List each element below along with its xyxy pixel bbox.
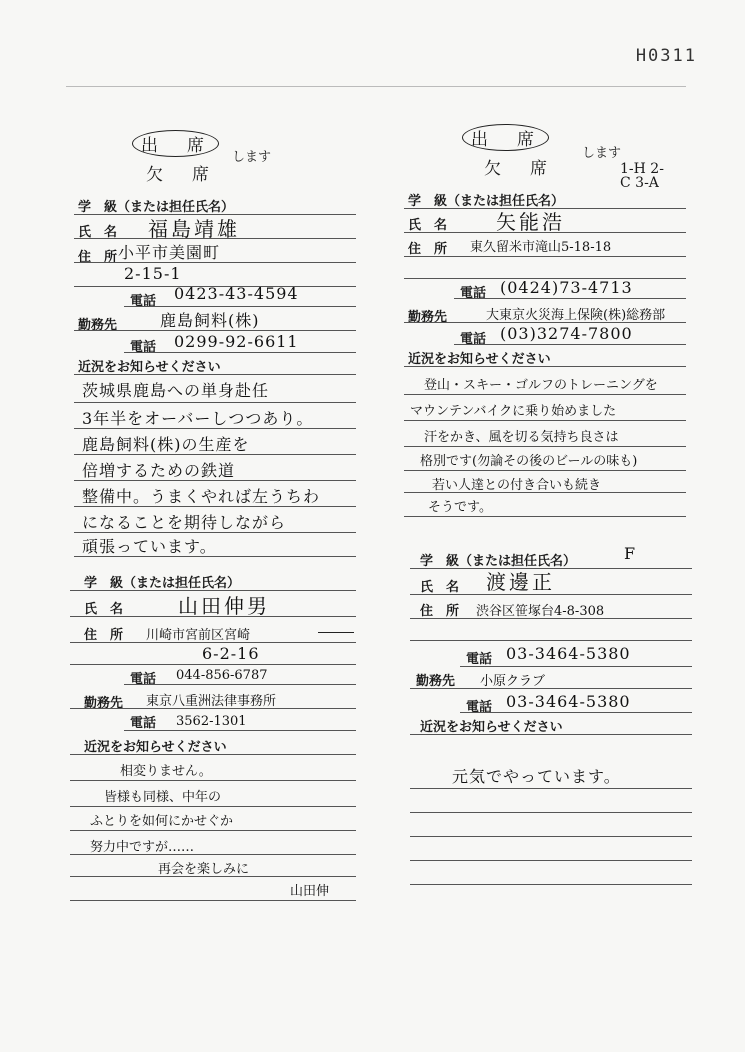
news-label: 近況をお知らせください: [408, 352, 551, 367]
grade-label: 学 級（または担任氏名）: [420, 554, 577, 569]
news-label: 近況をお知らせください: [84, 740, 227, 755]
work-value: 小原クラブ: [480, 674, 546, 689]
news-line-1: [70, 780, 356, 781]
news-line-1: [404, 394, 686, 395]
news-text-5: 再会を楽しみに: [158, 862, 250, 877]
news-line-2: [404, 420, 686, 421]
work-phone-value: (03)3274-7800: [500, 324, 633, 343]
news-text-5: 若い人達との付き合いも続き: [432, 478, 602, 493]
news-text-1: 茨城県鹿島への単身赴任: [82, 381, 270, 400]
news-text-3: 汗をかき、風を切る気持ち良さは: [424, 430, 619, 445]
address-label: 住 所: [420, 604, 460, 619]
absent-option: 欠 席: [146, 165, 215, 185]
class-note: 1-H 2-C 3-A: [620, 161, 664, 191]
work-line: [410, 688, 692, 689]
news-line-0: [74, 374, 356, 375]
work-label: 勤務先: [408, 310, 448, 325]
news-line-0: [410, 734, 692, 735]
work-phone-line: [454, 344, 686, 345]
address-line-1: [70, 642, 356, 643]
news-text-2: 3年半をオーバーしつつあり。: [82, 409, 314, 428]
news-line-5: [70, 876, 356, 877]
news-text-3: 鹿島飼料(株)の生産を: [82, 435, 250, 454]
news-line-5: [410, 884, 692, 885]
name-value: 矢能浩: [496, 210, 565, 234]
news-line-1: [410, 788, 692, 789]
news-label: 近況をお知らせください: [78, 360, 221, 375]
news-text-2: マウンテンバイクに乗り始めました: [410, 404, 617, 419]
news-line-6: [74, 532, 356, 533]
address-line-1: [404, 256, 686, 257]
address-line-2: [70, 664, 356, 665]
news-line-3: [74, 454, 356, 455]
news-text-1: 登山・スキー・ゴルフのトレーニングを: [424, 378, 658, 393]
address-value: 渋谷区笹塚台4-8-308: [476, 604, 605, 619]
news-line-4: [404, 470, 686, 471]
news-line-5: [404, 492, 686, 493]
news-text-4: 努力中ですが……: [90, 840, 195, 855]
news-line-4: [70, 854, 356, 855]
address-value-2: 2-15-1: [124, 264, 182, 283]
address-line-1: [410, 618, 692, 619]
address-value-1: 小平市美園町: [118, 243, 221, 262]
work-label: 勤務先: [84, 696, 124, 711]
news-line-3: [70, 830, 356, 831]
grade-label: 学 級（または担任氏名）: [78, 200, 235, 215]
news-text-6: になることを期待しながら: [82, 513, 287, 532]
address-line-1: [74, 262, 356, 263]
news-line-4: [74, 480, 356, 481]
name-label: 氏 名: [84, 602, 124, 617]
news-line-4: [410, 860, 692, 861]
suru-label: します: [582, 146, 622, 161]
attend-option: [132, 130, 219, 157]
news-text-3: ふとりを如何にかせぐか: [90, 814, 234, 829]
work-line: [74, 330, 356, 331]
grade-label: 学 級（または担任氏名）: [84, 576, 241, 591]
work-phone-label: 電話: [460, 332, 487, 347]
grade-label: 学 級（または担任氏名）: [408, 194, 565, 209]
news-line-0: [404, 366, 686, 367]
news-line-2: [74, 428, 356, 429]
address-value: 東久留米市滝山5-18-18: [470, 240, 612, 255]
news-line-6: [404, 516, 686, 517]
work-phone-line: [460, 712, 692, 713]
phone-line: [124, 306, 356, 307]
name-label: 氏 名: [420, 580, 460, 595]
name-value: 山田伸男: [178, 594, 270, 618]
work-phone-value: 03-3464-5380: [506, 692, 631, 711]
top-divider: [66, 86, 686, 87]
news-line-1: [74, 402, 356, 403]
phone-value: (0424)73-4713: [500, 278, 633, 297]
signature: 山田伸: [290, 884, 330, 899]
work-value: 大東京火災海上保険(株)総務部: [486, 308, 666, 323]
phone-line: [454, 298, 686, 299]
news-text-5: 整備中。うまくやれば左うちわ: [82, 487, 321, 506]
document-id: H0311: [635, 46, 697, 66]
grade-value: F: [624, 544, 637, 563]
phone-line: [124, 684, 356, 685]
phone-label: 電話: [466, 652, 493, 667]
news-line-3: [404, 446, 686, 447]
news-text-6: そうです。: [428, 500, 492, 515]
address-label: 住 所: [78, 250, 118, 265]
work-label: 勤務先: [416, 674, 456, 689]
news-line-2: [410, 812, 692, 813]
name-label: 氏 名: [408, 218, 448, 233]
address-value-2: 6-2-16: [202, 644, 260, 663]
news-line-3: [410, 836, 692, 837]
news-line-0: [70, 754, 356, 755]
name-label: 氏 名: [78, 225, 118, 240]
work-phone-label: 電話: [130, 340, 157, 355]
strikethrough-mark: [318, 632, 354, 633]
attend-circle: 出 席: [462, 124, 549, 151]
work-phone-value: 0299-92-6611: [174, 332, 299, 351]
address-label: 住 所: [84, 628, 124, 643]
work-phone-line: [124, 352, 356, 353]
news-text-7: 頑張っています。: [82, 537, 217, 556]
news-line-2: [70, 806, 356, 807]
attend-option: [462, 124, 549, 151]
name-value: 福島靖雄: [148, 217, 240, 241]
work-phone-label: 電話: [466, 700, 493, 715]
phone-value: 044-856-6787: [176, 668, 268, 683]
work-phone-line: [124, 730, 356, 731]
name-line: [70, 616, 356, 617]
phone-label: 電話: [460, 286, 487, 301]
attend-circle: 出 席: [132, 130, 219, 157]
work-value: 鹿島飼料(株): [160, 311, 260, 330]
phone-label: 電話: [130, 294, 157, 309]
news-text-1: 相変りません。: [120, 764, 212, 779]
name-value: 渡邊正: [486, 570, 555, 594]
news-text-4: 倍増するための鉄道: [82, 461, 236, 480]
news-text-1: 元気でやっています。: [452, 767, 621, 786]
work-value: 東京八重洲法律事務所: [146, 694, 277, 709]
work-label: 勤務先: [78, 318, 118, 333]
work-line: [70, 708, 356, 709]
news-line-7: [74, 556, 356, 557]
phone-label: 電話: [130, 672, 157, 687]
news-label: 近況をお知らせください: [420, 720, 563, 735]
address-value-1: 川崎市宮前区宮崎: [146, 628, 251, 643]
suru-label: します: [232, 150, 272, 165]
news-line-6: [70, 900, 356, 901]
absent-option: 欠 席: [484, 159, 553, 179]
phone-value: 03-3464-5380: [506, 644, 631, 663]
address-label: 住 所: [408, 242, 448, 257]
work-line: [404, 322, 686, 323]
news-line-5: [74, 506, 356, 507]
name-line: [404, 232, 686, 233]
name-line: [74, 238, 356, 239]
news-text-2: 皆様も同様、中年の: [104, 790, 222, 805]
phone-line: [460, 666, 692, 667]
news-text-4: 格別です(勿論その後のビールの味も): [420, 454, 638, 469]
name-line: [410, 594, 692, 595]
work-phone-label: 電話: [130, 716, 157, 731]
address-line-2: [410, 640, 692, 641]
work-phone-value: 3562-1301: [176, 714, 247, 729]
phone-value: 0423-43-4594: [174, 284, 299, 303]
